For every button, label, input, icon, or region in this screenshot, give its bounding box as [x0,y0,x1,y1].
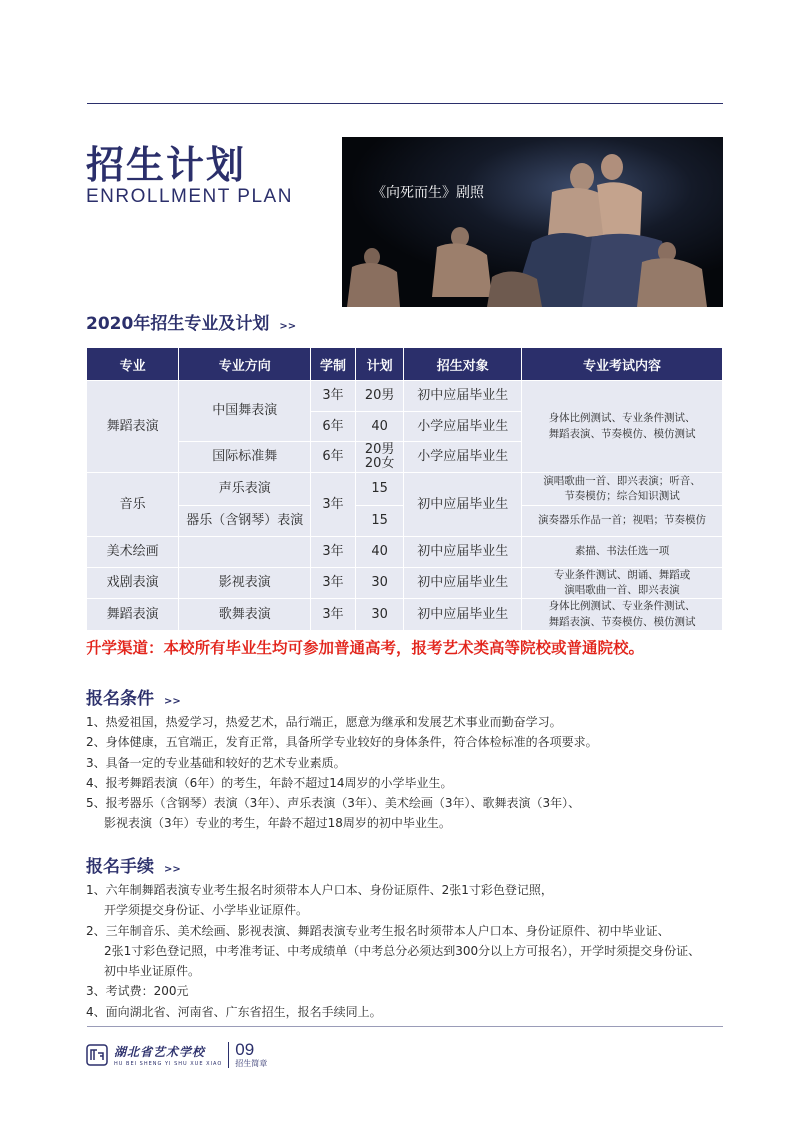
arrow-icon: >> [164,696,181,707]
list-item: 1、热爱祖国，热爱学习，热爱艺术，品行端正，愿意为继承和发展艺术事业而勤奋学习。 [86,715,562,729]
cell-plan: 20男 [355,381,404,412]
table-row [87,568,723,599]
cell-direction: 影视表演 [179,568,311,599]
cell-exam: 素描、书法任选一项 [522,537,723,568]
cell-plan: 40 [355,412,404,442]
procedures-list [86,880,700,1022]
header-major: 专业 [87,348,179,381]
cell-years: 6年 [311,442,356,473]
cell-exam: 身体比例测试、专业条件测试、 舞蹈表演、节奏模仿、模仿测试 [522,381,723,473]
list-item: 2、三年制音乐、美术绘画、影视表演、舞蹈表演专业考生报名时须带本人户口本、身份证原件、初中毕业证、 [86,923,670,938]
cell-major: 音乐 [87,473,179,537]
header-direction: 专业方向 [179,348,311,381]
school-logo-icon [86,1044,108,1066]
cell-years: 3年 [311,537,356,568]
cell-years: 6年 [311,412,356,442]
conditions-list [86,712,598,834]
procedures-section-title: 报名手续 >> [86,857,181,877]
cell-target: 初中应届毕业生 [404,599,522,630]
arrow-icon: >> [279,321,297,332]
cell-direction: 中国舞表演 [179,381,311,442]
footer-divider [228,1042,229,1068]
cell-plan: 30 [355,568,404,599]
header-years: 学制 [311,348,356,381]
cell-years: 3年 [311,473,356,537]
enrollment-table [86,347,723,631]
top-rule [87,103,723,104]
cell-major: 美术绘画 [87,537,179,568]
plan-section-title: 2020年招生专业及计划 >> [86,314,297,334]
cell-plan: 20男 20女 [355,442,404,473]
cell-plan: 30 [355,599,404,630]
table-header-row [87,348,723,381]
cell-plan: 40 [355,537,404,568]
list-item: 影视表演（3年）专业的考生，年龄不超过18周岁的初中毕业生。 [104,816,451,831]
cell-direction: 声乐表演 [179,473,311,506]
cell-target: 小学应届毕业生 [404,412,522,442]
cell-target: 初中应届毕业生 [404,473,522,537]
list-item: 4、面向湖北省、河南省、广东省招生，报名手续同上。 [86,1004,382,1019]
cell-exam: 身体比例测试、专业条件测试、 舞蹈表演、节奏模仿、模仿测试 [522,599,723,630]
conditions-section-title: 报名条件 >> [86,689,181,709]
page-label: 招生简章 [235,1059,268,1068]
list-item: 1、六年制舞蹈表演专业考生报名时须带本人户口本、身份证原件、2张1寸彩色登记照， [86,883,553,897]
cell-direction: 国际标准舞 [179,442,311,473]
page-number: 09 [235,1040,255,1059]
table-row [87,381,723,412]
photo-caption: 《向死而生》剧照 [372,185,484,201]
page-title: 招生计划 [86,143,247,187]
cell-direction: 器乐（含钢琴）表演 [179,506,311,537]
list-item: 2张1寸彩色登记照，中考准考证、中考成绩单（中考总分必须达到300分以上方可报名），开学时须提交身份证、 [104,943,701,958]
cell-plan: 15 [355,473,404,506]
stage-photo [342,137,723,307]
list-item: 2、身体健康，五官端正，发育正常，具备所学专业较好的身体条件，符合体检标准的各项要求。 [86,735,598,750]
header-target: 招生对象 [404,348,522,381]
cell-years: 3年 [311,599,356,630]
list-item: 3、考试费：200元 [86,984,189,999]
header-plan: 计划 [355,348,404,381]
list-item: 开学须提交身份证、小学毕业证原件。 [104,903,309,918]
list-item: 初中毕业证原件。 [104,964,201,979]
cell-major: 戏剧表演 [87,568,179,599]
list-item: 3、具备一定的专业基础和较好的艺术专业素质。 [86,755,346,770]
cell-years: 3年 [311,568,356,599]
cell-target: 小学应届毕业生 [404,442,522,473]
admission-note: 升学渠道：本校所有毕业生均可参加普通高考，报考艺术类高等院校或普通院校。 [86,639,645,657]
bottom-rule [87,1026,723,1027]
list-item: 5、报考器乐（含钢琴）表演（3年）、声乐表演（3年）、美术绘画（3年）、歌舞表演（3年）、 [86,796,581,811]
cell-direction [179,537,311,568]
cell-plan: 15 [355,506,404,537]
table-row [87,537,723,568]
header-exam: 专业考试内容 [522,348,723,381]
school-name: 湖北省艺术学校 HU BEI SHENG YI SHU XUE XIAO [114,1045,223,1067]
cell-major: 舞蹈表演 [87,599,179,630]
table-row [87,599,723,630]
arrow-icon: >> [164,864,181,875]
page-info [235,1041,267,1069]
table-row [87,473,723,506]
list-item: 4、报考舞蹈表演（6年）的考生，年龄不超过14周岁的小学毕业生。 [86,775,453,790]
cell-major: 舞蹈表演 [87,381,179,473]
cell-exam: 演奏器乐作品一首；视唱；节奏模仿 [522,506,723,537]
cell-exam: 专业条件测试、朗诵、舞蹈或 演唱歌曲一首、即兴表演 [522,568,723,599]
cell-direction: 歌舞表演 [179,599,311,630]
cell-target: 初中应届毕业生 [404,381,522,412]
page-subtitle: ENROLLMENT PLAN [86,186,293,207]
cell-years: 3年 [311,381,356,412]
cell-exam: 演唱歌曲一首、即兴表演；听音、 节奏模仿；综合知识测试 [522,473,723,506]
footer [86,1041,267,1069]
cell-target: 初中应届毕业生 [404,568,522,599]
cell-target: 初中应届毕业生 [404,537,522,568]
